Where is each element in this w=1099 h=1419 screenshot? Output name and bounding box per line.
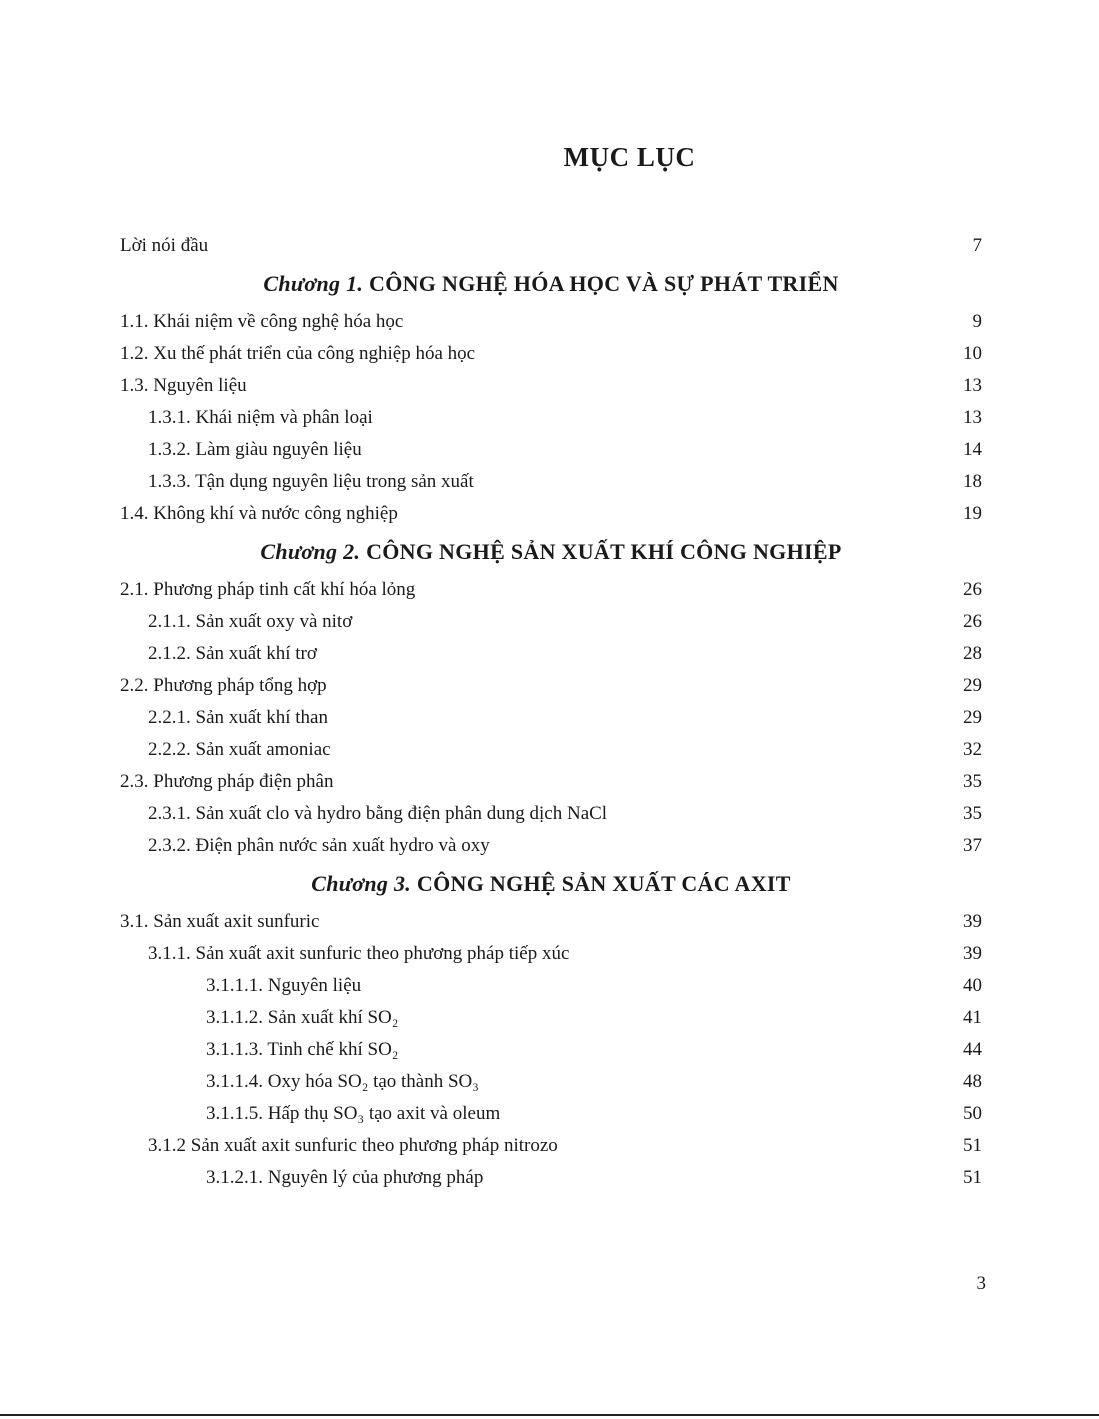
- toc-entry-page: 35: [963, 803, 982, 824]
- chapter-heading: [120, 862, 982, 906]
- toc-entry: [120, 766, 982, 798]
- toc-entry-label: 3.1.2.1. Nguyên lý của phương pháp: [206, 1167, 484, 1188]
- chapter-number: Chương 2.: [260, 539, 361, 564]
- toc-entry: [120, 798, 982, 830]
- toc-entry-label: 2.3.1. Sản xuất clo và hydro bằng điện phân dung dịch NaCl: [148, 803, 608, 824]
- toc-entry-label: 2.2.1. Sản xuất khí than: [148, 707, 328, 728]
- toc-entry-page: 9: [972, 311, 982, 332]
- toc-entry-page: 44: [963, 1039, 982, 1060]
- toc-entry-page: 7: [972, 235, 982, 256]
- toc-entry-page: 41: [963, 1007, 982, 1028]
- toc-entry: [120, 1130, 982, 1162]
- chapter-title: CÔNG NGHỆ SẢN XUẤT CÁC AXIT: [416, 871, 791, 896]
- toc-entry: [120, 702, 982, 734]
- toc-entry-label: 1.3.2. Làm giàu nguyên liệu: [148, 439, 362, 460]
- toc-entry-page: 29: [963, 707, 982, 728]
- toc-entry: [120, 574, 982, 606]
- toc-entry-page: 37: [963, 835, 982, 856]
- toc-entry-label: 2.1.2. Sản xuất khí trơ: [148, 643, 317, 664]
- toc-entry-page: 32: [963, 739, 982, 760]
- toc-entry: [120, 734, 982, 766]
- toc-entry: [120, 338, 982, 370]
- toc-entry: [120, 970, 982, 1002]
- toc-entry-page: 50: [963, 1103, 982, 1124]
- toc-entry: [120, 670, 982, 702]
- toc-entry-label: 3.1.1.1. Nguyên liệu: [206, 975, 362, 996]
- toc-entry-page: 28: [963, 643, 982, 664]
- toc-entry: [120, 606, 982, 638]
- toc-entry: [120, 906, 982, 938]
- toc-entry-label: 3.1.1.3. Tinh chế khí SO₂: [206, 1039, 399, 1060]
- toc-entry-label: Lời nói đầu: [120, 235, 209, 256]
- toc-entry-label: 1.3.1. Khái niệm và phân loại: [148, 407, 373, 428]
- toc-entry-label: 3.1.2 Sản xuất axit sunfuric theo phương pháp nitrozo: [148, 1135, 558, 1156]
- toc-entry-label: 3.1.1.5. Hấp thụ SO₃ tạo axit và oleum: [206, 1103, 501, 1124]
- toc-entry-label: 2.1. Phương pháp tinh cất khí hóa lỏng: [120, 579, 416, 600]
- toc-entry: [120, 1002, 982, 1034]
- toc-entry-label: 1.3.3. Tận dụng nguyên liệu trong sản xuất: [148, 471, 474, 492]
- toc-entry-label: 3.1.1.2. Sản xuất khí SO₂: [206, 1007, 399, 1028]
- toc-entry: [120, 498, 982, 530]
- chapter-title: CÔNG NGHỆ HÓA HỌC VÀ SỰ PHÁT TRIỂN: [369, 271, 839, 296]
- toc-entry: [120, 466, 982, 498]
- toc-entry-page: 14: [963, 439, 982, 460]
- toc-entry-page: 26: [963, 579, 982, 600]
- bottom-border: [0, 1414, 1099, 1416]
- toc-entry-page: 51: [963, 1167, 982, 1188]
- toc-entry-label: 2.1.1. Sản xuất oxy và nitơ: [148, 611, 353, 632]
- toc-entry-page: 18: [963, 471, 982, 492]
- chapter-heading: [120, 262, 982, 306]
- toc-entry-page: 10: [963, 343, 982, 364]
- toc-entry-page: 39: [963, 911, 982, 932]
- toc-entry: [120, 938, 982, 970]
- toc-entry-page: 39: [963, 943, 982, 964]
- toc-entry-page: 29: [963, 675, 982, 696]
- toc-entry-label: 3.1. Sản xuất axit sunfuric: [120, 911, 320, 932]
- toc-entry-page: 19: [963, 503, 982, 524]
- chapter-number: Chương 3.: [311, 871, 412, 896]
- toc-entry-label: 3.1.1. Sản xuất axit sunfuric theo phương pháp tiếp xúc: [148, 943, 570, 964]
- toc-entry: [120, 1162, 982, 1194]
- page-title: MỤC LỤC: [563, 142, 696, 172]
- toc-entry-label: 2.2. Phương pháp tổng hợp: [120, 675, 327, 696]
- toc-entry-label: 2.3. Phương pháp điện phân: [120, 771, 334, 792]
- chapter-heading: [120, 530, 982, 574]
- toc-entry-label: 1.2. Xu thế phát triển của công nghiệp hóa học: [120, 343, 476, 364]
- chapter-title: CÔNG NGHỆ SẢN XUẤT KHÍ CÔNG NGHIỆP: [366, 539, 842, 564]
- toc-entry-label: 1.1. Khái niệm về công nghệ hóa học: [120, 311, 404, 332]
- toc-entry: [120, 402, 982, 434]
- toc-entry-page: 13: [963, 407, 982, 428]
- toc-entry-page: 48: [963, 1071, 982, 1092]
- toc-entry-page: 26: [963, 611, 982, 632]
- page-number: 3: [976, 1273, 986, 1294]
- toc-entry-page: 51: [963, 1135, 982, 1156]
- toc-entry-label: 1.4. Không khí và nước công nghiệp: [120, 503, 398, 524]
- toc-entry: [120, 1034, 982, 1066]
- toc-entry: [120, 370, 982, 402]
- toc-entry-label: 2.2.2. Sản xuất amoniac: [148, 739, 331, 760]
- toc-entry: [120, 306, 982, 338]
- toc-entry: [120, 1066, 982, 1098]
- toc-entry-label: 1.3. Nguyên liệu: [120, 375, 247, 396]
- toc-entry-label: 3.1.1.4. Oxy hóa SO₂ tạo thành SO₃: [206, 1071, 479, 1092]
- toc-entry-page: 40: [963, 975, 982, 996]
- chapter-number: Chương 1.: [263, 271, 364, 296]
- toc-entry: [120, 830, 982, 862]
- table-of-contents: [120, 230, 982, 1194]
- toc-entry-page: 35: [963, 771, 982, 792]
- toc-entry: [120, 638, 982, 670]
- toc-entry: [120, 434, 982, 466]
- toc-entry: [120, 230, 982, 262]
- toc-entry-page: 13: [963, 375, 982, 396]
- toc-entry-label: 2.3.2. Điện phân nước sản xuất hydro và oxy: [148, 835, 490, 856]
- toc-entry: [120, 1098, 982, 1130]
